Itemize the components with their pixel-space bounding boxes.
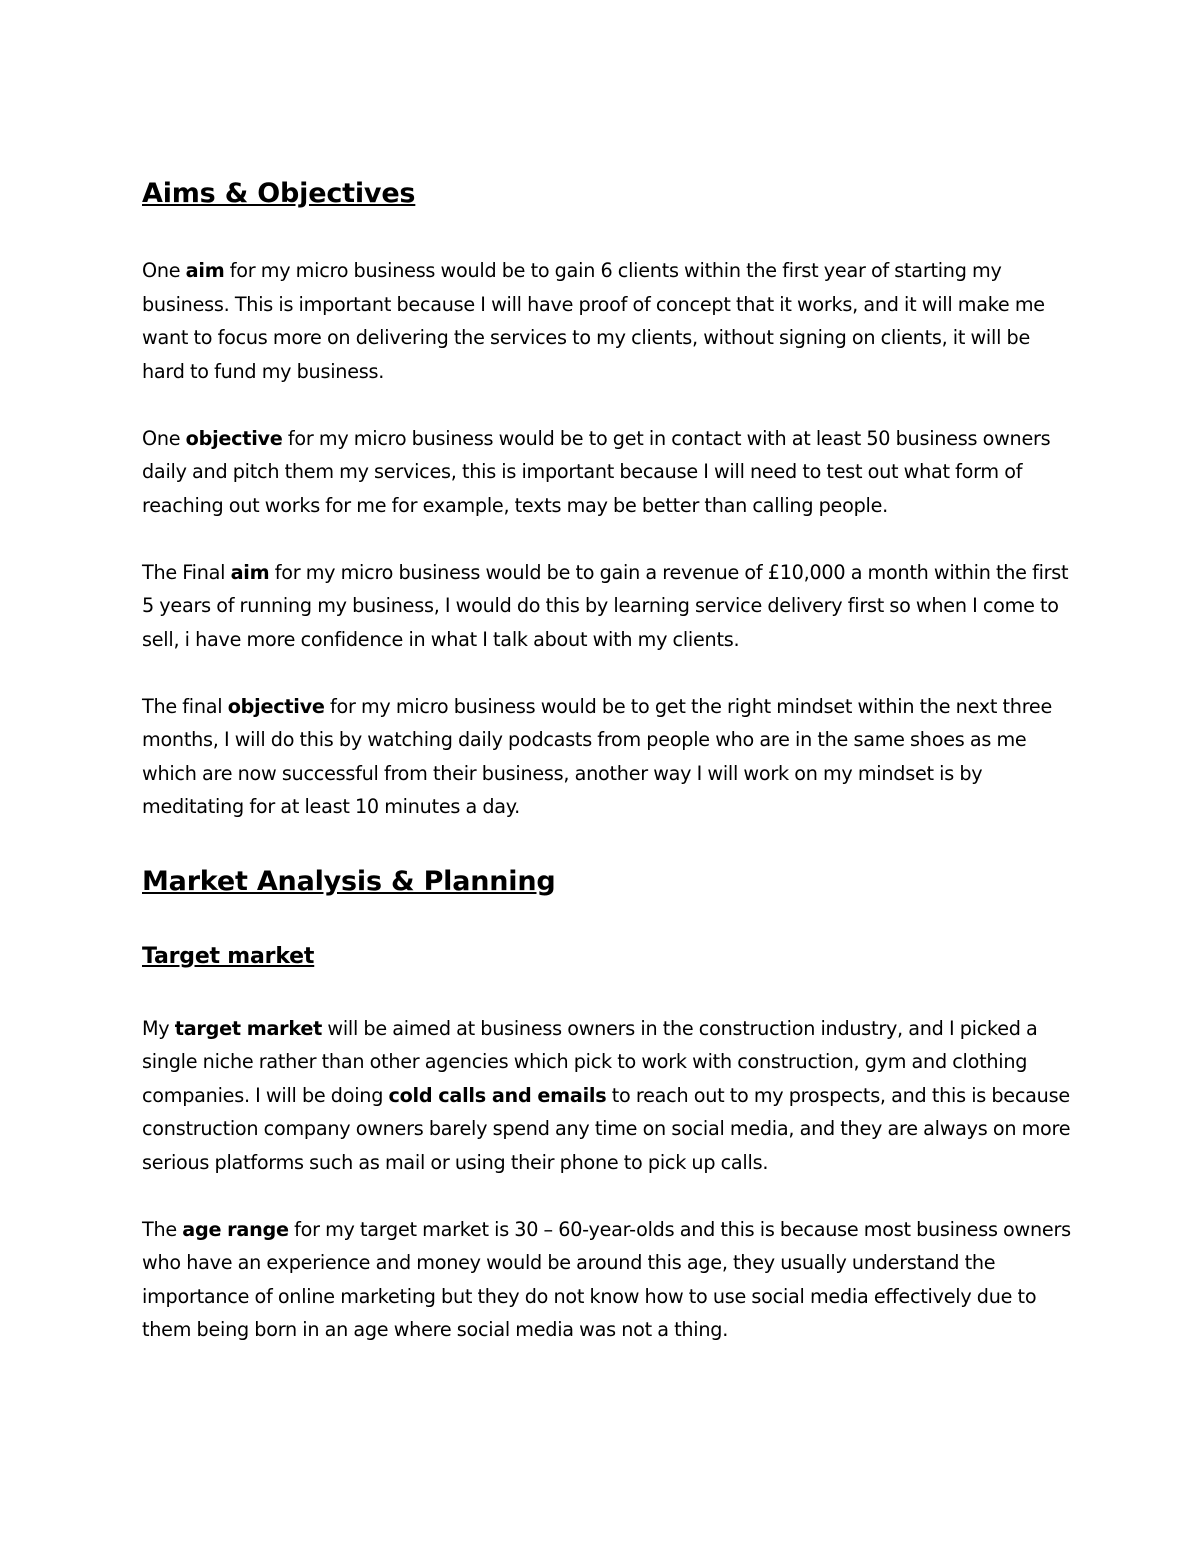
bold-term: aim <box>230 560 270 584</box>
document-page <box>142 172 1072 1347</box>
bold-term: aim <box>185 259 225 282</box>
aim-paragraph-2 <box>142 556 1072 657</box>
text-run: for my micro business would be to get in contact with at least 50 business owners daily and pitch them my services, this is important because I will need to test out what form of reaching out works for me for example, texts may be better than calling people. <box>142 426 1051 517</box>
bold-term: age range <box>182 1217 289 1241</box>
bold-term: cold calls and emails <box>388 1083 607 1107</box>
text-run: The <box>142 1217 183 1241</box>
text-run: will be aimed at business owners in the construction industry, and I picked a single niche rather than other agencies which pick to work with construction, gym and clothing companies. I will be doing <box>142 1016 1038 1107</box>
aim-paragraph-1 <box>142 254 1072 388</box>
target-market-paragraph <box>142 1012 1072 1180</box>
text-run: for my micro business would be to gain 6 clients within the first year of starting my business. This is important because I will have proof of concept that it works, and it will make me want to focus more on delivering the services to my clients, without signing on clients, it will be hard to fund my business. <box>142 259 1045 383</box>
objective-paragraph-2 <box>142 690 1072 824</box>
text-run: My <box>142 1016 175 1040</box>
text-run: One <box>142 259 186 282</box>
text-run: for my target market is 30 – 60-year-olds and this is because most business owners who have an experience and money would be around this age, they usually understand the importance of online marketing but they do not know how to use social media effectively due to them being born in an age where social media was not a thing. <box>142 1217 1071 1341</box>
text-run: The Final <box>142 560 231 584</box>
text-run: for my micro business would be to gain a revenue of £10,000 a month within the first 5 years of running my business, I would do this by learning service delivery first so when I come to sell, i have more confidence in what I talk about with my clients. <box>142 560 1069 651</box>
age-range-paragraph <box>142 1213 1072 1347</box>
text-run: One <box>142 426 186 450</box>
target-market-heading: Target market <box>142 943 315 969</box>
bold-term: objective <box>227 694 325 718</box>
text-run: The final <box>142 694 228 718</box>
market-analysis-heading: Market Analysis & Planning <box>142 865 556 897</box>
text-run: to reach out to my prospects, and this is because construction company owners barely spend any time on social media, and they are always on more serious platforms such as mail or using their phone to pick up calls. <box>142 1083 1071 1174</box>
aims-objectives-heading: Aims & Objectives <box>142 178 416 209</box>
text-run: for my micro business would be to get the right mindset within the next three months, I will do this by watching daily podcasts from people who are in the same shoes as me which are now successful from their business, another way I will work on my mindset is by meditating for at least 10 minutes a day. <box>142 694 1053 818</box>
bold-term: objective <box>185 426 283 450</box>
objective-paragraph-1 <box>142 422 1072 523</box>
bold-term: target market <box>174 1016 323 1040</box>
